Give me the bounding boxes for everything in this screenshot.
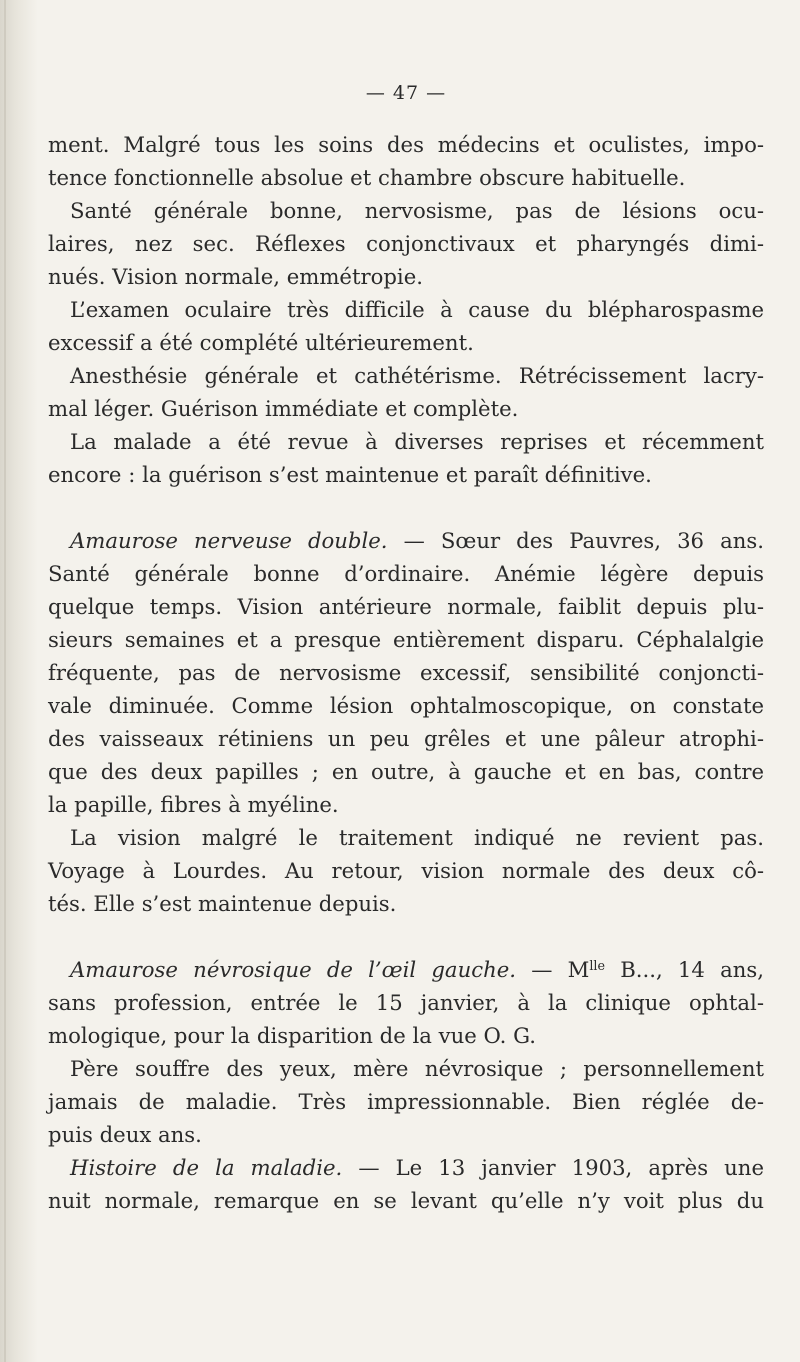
section-amaurose-nevrosique [48,953,764,1052]
text-line: tence fonctionnelle absolue et chambre obscure habituelle. [48,165,686,190]
text-line: jamais de maladie. Très impressionnable. Bien réglée de- [48,1089,764,1114]
paragraph-3 [48,293,764,359]
book-page [48,0,764,1217]
text-line: nuit normale, remarque en se levant qu’elle n’y voit plus du [48,1188,764,1213]
text-line: Santé générale bonne, nervosisme, pas de lésions ocu- [70,198,764,223]
patient-title-sup: lle [589,958,605,974]
text-line: vale diminuée. Comme lésion ophtalmoscopique, on constate [48,693,764,718]
text-line: fréquente, pas de nervosisme excessif, sensibilité conjoncti- [48,660,764,685]
paragraph-antecedents [48,1052,764,1151]
text-line: mal léger. Guérison immédiate et complète. [48,396,519,421]
text-line: tés. Elle s’est maintenue depuis. [48,891,397,916]
history-intro: — Le 13 janvier 1903, après une [342,1155,764,1180]
patient-intro: B..., 14 ans, [604,957,764,982]
paragraph-5 [48,425,764,491]
text-line: nués. Vision normale, emmétropie. [48,264,423,289]
history-heading-line [70,1151,764,1184]
text-line: quelque temps. Vision antérieure normale, faiblit depuis plu- [48,594,764,619]
text-line: laires, nez sec. Réflexes conjonctivaux et pharyngés dimi- [48,231,764,256]
text-line: ment. Malgré tous les soins des médecins et oculistes, impo- [48,132,764,157]
text-line: encore : la guérison s’est maintenue et paraît définitive. [48,462,652,487]
text-line: L’examen oculaire très difficile à cause du blépharospasme [70,297,764,322]
text-line: mologique, pour la disparition de la vue O. G. [48,1023,537,1048]
section-title: Amaurose nerveuse double. [70,528,388,553]
section-intro: — Sœur des Pauvres, 36 ans. [387,528,764,553]
paragraph-2 [48,194,764,293]
paragraph-4 [48,359,764,425]
page-number: — 47 — [365,82,447,104]
paragraph-1 [48,128,764,194]
section-amaurose-nerveuse [48,524,764,821]
paragraph-vision [48,821,764,920]
page-body [48,128,764,1217]
section-heading-line [70,524,764,557]
text-line: Santé générale bonne d’ordinaire. Anémie légère depuis [48,561,764,586]
paragraph-history [48,1151,764,1217]
text-line: La vision malgré le traitement indiqué ne revient pas. [70,825,764,850]
section-heading-line [70,953,764,986]
text-line: sieurs semaines et a presque entièrement disparu. Céphalalgie [48,627,764,652]
text-line: Anesthésie générale et cathétérisme. Rétrécissement lacry- [70,363,764,388]
text-line: sans profession, entrée le 15 janvier, à la clinique ophtal- [48,990,764,1015]
text-line: Voyage à Lourdes. Au retour, vision normale des deux cô- [48,858,764,883]
text-line: puis deux ans. [48,1122,202,1147]
text-line: Père souffre des yeux, mère névrosique ; personnellement [70,1056,764,1081]
patient-prefix: — M [516,957,590,982]
text-line: la papille, fibres à myéline. [48,792,339,817]
text-line: des vaisseaux rétiniens un peu grêles et une pâleur atrophi- [48,726,764,751]
text-line: que des deux papilles ; en outre, à gauche et en bas, contre [48,759,764,784]
history-title: Histoire de la maladie. [70,1155,343,1180]
text-line: La malade a été revue à diverses reprises et récemment [70,429,764,454]
scan-binding-line [4,0,6,1362]
text-line: excessif a été complété ultérieurement. [48,330,474,355]
section-title: Amaurose névrosique de l’œil gauche. [70,957,516,982]
